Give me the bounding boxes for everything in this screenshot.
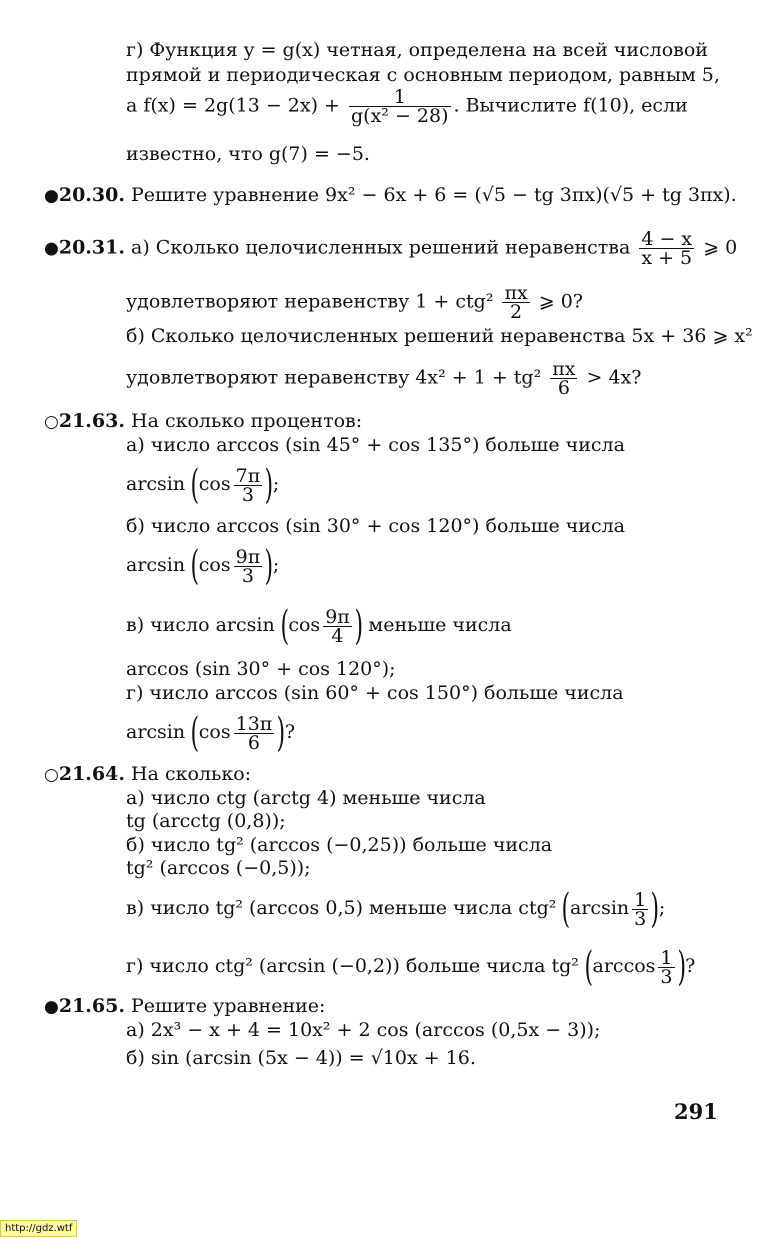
difficulty-marker: ● xyxy=(44,186,59,206)
func-name: cos xyxy=(198,473,231,495)
problem-21-63-v-line-1: в) число arcsin (cos $\frac{9\pi}{4}$ ) меньше числа xyxy=(126,603,512,649)
problem-number: 21.65. xyxy=(58,995,125,1017)
problem-g-line-4: известно, что g(7) = −5. xyxy=(126,143,370,165)
numerator: 13π xyxy=(235,712,273,735)
denominator: 6 xyxy=(557,377,570,399)
fraction xyxy=(632,888,648,930)
problem-number: 21.63. xyxy=(58,410,125,432)
problem-20-30 xyxy=(44,183,737,208)
punct: ; xyxy=(272,473,280,495)
problem-21-65-b: б) sin (arcsin (5x − 4)) = √10x + 16. xyxy=(126,1047,476,1069)
fraction xyxy=(550,360,577,397)
problem-text: Решите уравнение: xyxy=(131,995,326,1017)
func-name: arcsin xyxy=(126,473,186,495)
difficulty-marker: ● xyxy=(44,997,59,1017)
problem-text: в) число tg² (arccos 0,5) меньше числа ctg² xyxy=(126,897,557,919)
problem-21-63-g-line-1: г) число arccos (sin 60° + cos 150°) больше числа xyxy=(126,682,624,704)
problem-text: г) число ctg² (arcsin (−0,2)) больше числа tg² xyxy=(126,955,579,977)
problem-text-tail: меньше числа xyxy=(368,614,512,636)
numerator: 1 xyxy=(634,888,647,911)
problem-text: а) Сколько целочисленных решений неравенства xyxy=(131,236,631,259)
problem-text: На сколько: xyxy=(131,763,252,785)
denominator: 3 xyxy=(660,965,673,988)
problem-21-63-a-line-1: а) число arccos (sin 45° + cos 135°) больше числа xyxy=(126,434,625,456)
problem-21-64-a-line-2: tg (arcctg (0,8)); xyxy=(126,810,286,832)
problem-21-63-title xyxy=(44,409,362,434)
problem-text: удовлетворяют неравенству 4x² + 1 + tg² xyxy=(126,366,542,389)
problem-20-31-b-line-2 xyxy=(126,360,641,397)
punct: ? xyxy=(284,721,296,743)
func-name: cos xyxy=(198,554,231,576)
func-name: arcsin xyxy=(570,897,630,919)
problem-text-tail: ⩾ 0? xyxy=(538,290,583,313)
punct: ? xyxy=(685,955,696,977)
problem-number: 20.30. xyxy=(58,184,125,206)
problem-text: На сколько процентов: xyxy=(131,410,363,432)
problem-g-line-2: прямой и периодическая с основным периодом, равным 5, xyxy=(126,64,720,86)
difficulty-marker: ● xyxy=(44,238,59,259)
func-name: arccos xyxy=(592,955,656,977)
problem-g-line-3 xyxy=(126,88,688,125)
problem-g-tail: . Вычислите f(10), если xyxy=(453,94,688,117)
problem-21-64-b-line-2: tg² (arccos (−0,5)); xyxy=(126,857,311,879)
denominator: 3 xyxy=(241,483,254,506)
fraction xyxy=(349,88,451,125)
denominator: 3 xyxy=(241,564,254,587)
numerator: πx xyxy=(504,282,528,304)
problem-20-31-a-line-1 xyxy=(44,230,737,267)
func-name: cos xyxy=(198,721,231,743)
func-name: arcsin xyxy=(126,554,186,576)
difficulty-marker: ○ xyxy=(44,412,59,432)
func-name: arcsin xyxy=(126,721,186,743)
denominator: x + 5 xyxy=(641,247,693,269)
problem-21-63-b-line-1: б) число arccos (sin 30° + cos 120°) больше числа xyxy=(126,515,626,537)
problem-g-line-1: г) Функция y = g(x) четная, определена на всей числовой xyxy=(126,39,708,61)
problem-21-65-title xyxy=(44,994,325,1019)
numerator: 4 − x xyxy=(641,228,693,250)
numerator: 7π xyxy=(235,464,261,487)
numerator: 1 xyxy=(349,88,451,107)
problem-20-31-b-line-1: б) Сколько целочисленных решений неравенства 5x + 36 ⩾ x² xyxy=(126,325,753,347)
func-name: cos xyxy=(288,614,321,636)
problem-21-63-b-line-2: arcsin (cos $\frac{9\pi}{3}$ ); xyxy=(126,543,280,589)
denominator: 6 xyxy=(247,731,260,754)
punct: ; xyxy=(658,897,666,919)
problem-text: Решите уравнение 9x² − 6x + 6 = (√5 − tg 3πx)(√5 + tg 3πx). xyxy=(131,184,737,206)
numerator: πx xyxy=(552,358,576,380)
problem-text: в) число arcsin xyxy=(126,614,275,636)
numerator: 1 xyxy=(660,946,673,969)
problem-21-64-a-line-1: а) число ctg (arctg 4) меньше числа xyxy=(126,787,486,809)
denominator: 4 xyxy=(331,624,344,647)
problem-21-64-b-line-1: б) число tg² (arccos (−0,25)) больше числа xyxy=(126,834,553,856)
problem-21-63-a-line-2: arcsin (cos $\frac{7\pi}{3}$ ); xyxy=(126,462,280,508)
fraction xyxy=(323,605,352,647)
denominator: g(x² − 28) xyxy=(351,105,449,127)
problem-g-expr: а f(x) = 2g(13 − 2x) + xyxy=(126,94,340,117)
problem-text: удовлетворяют неравенству 1 + ctg² xyxy=(126,290,494,313)
fraction xyxy=(234,464,263,506)
problem-number: 21.64. xyxy=(58,763,125,785)
numerator: 9π xyxy=(235,545,261,568)
numerator: 9π xyxy=(325,605,350,628)
punct: ; xyxy=(272,554,280,576)
problem-text-tail: > 4x? xyxy=(586,366,642,389)
page-number: 291 xyxy=(674,1099,718,1124)
watermark-link[interactable]: http://gdz.wtf xyxy=(0,1220,77,1237)
problem-21-64-g-line: г) число ctg² (arcsin (−0,2)) больше числа tg² (arccos $\frac{1}{3}$ )? xyxy=(126,944,696,990)
fraction xyxy=(658,946,674,988)
difficulty-marker: ○ xyxy=(44,765,59,785)
problem-21-64-title xyxy=(44,762,251,787)
problem-21-64-v-line: в) число tg² (arccos 0,5) меньше числа ctg² (arcsin $\frac{1}{3}$ ); xyxy=(126,886,666,932)
fraction xyxy=(234,545,263,587)
denominator: 2 xyxy=(510,301,523,323)
problem-20-31-a-line-2 xyxy=(126,284,583,321)
problem-21-63-v-line-2: arccos (sin 30° + cos 120°); xyxy=(126,658,396,680)
problem-21-65-a: а) 2x³ − x + 4 = 10x² + 2 cos (arccos (0,5x − 3)); xyxy=(126,1019,601,1041)
problem-text-tail: ⩾ 0 xyxy=(703,236,738,259)
fraction xyxy=(639,230,694,267)
problem-number: 20.31. xyxy=(58,236,125,259)
denominator: 3 xyxy=(634,907,647,930)
fraction xyxy=(502,284,529,321)
fraction xyxy=(234,712,275,754)
problem-21-63-g-line-2: arcsin (cos $\frac{13\pi}{6}$ )? xyxy=(126,710,296,756)
